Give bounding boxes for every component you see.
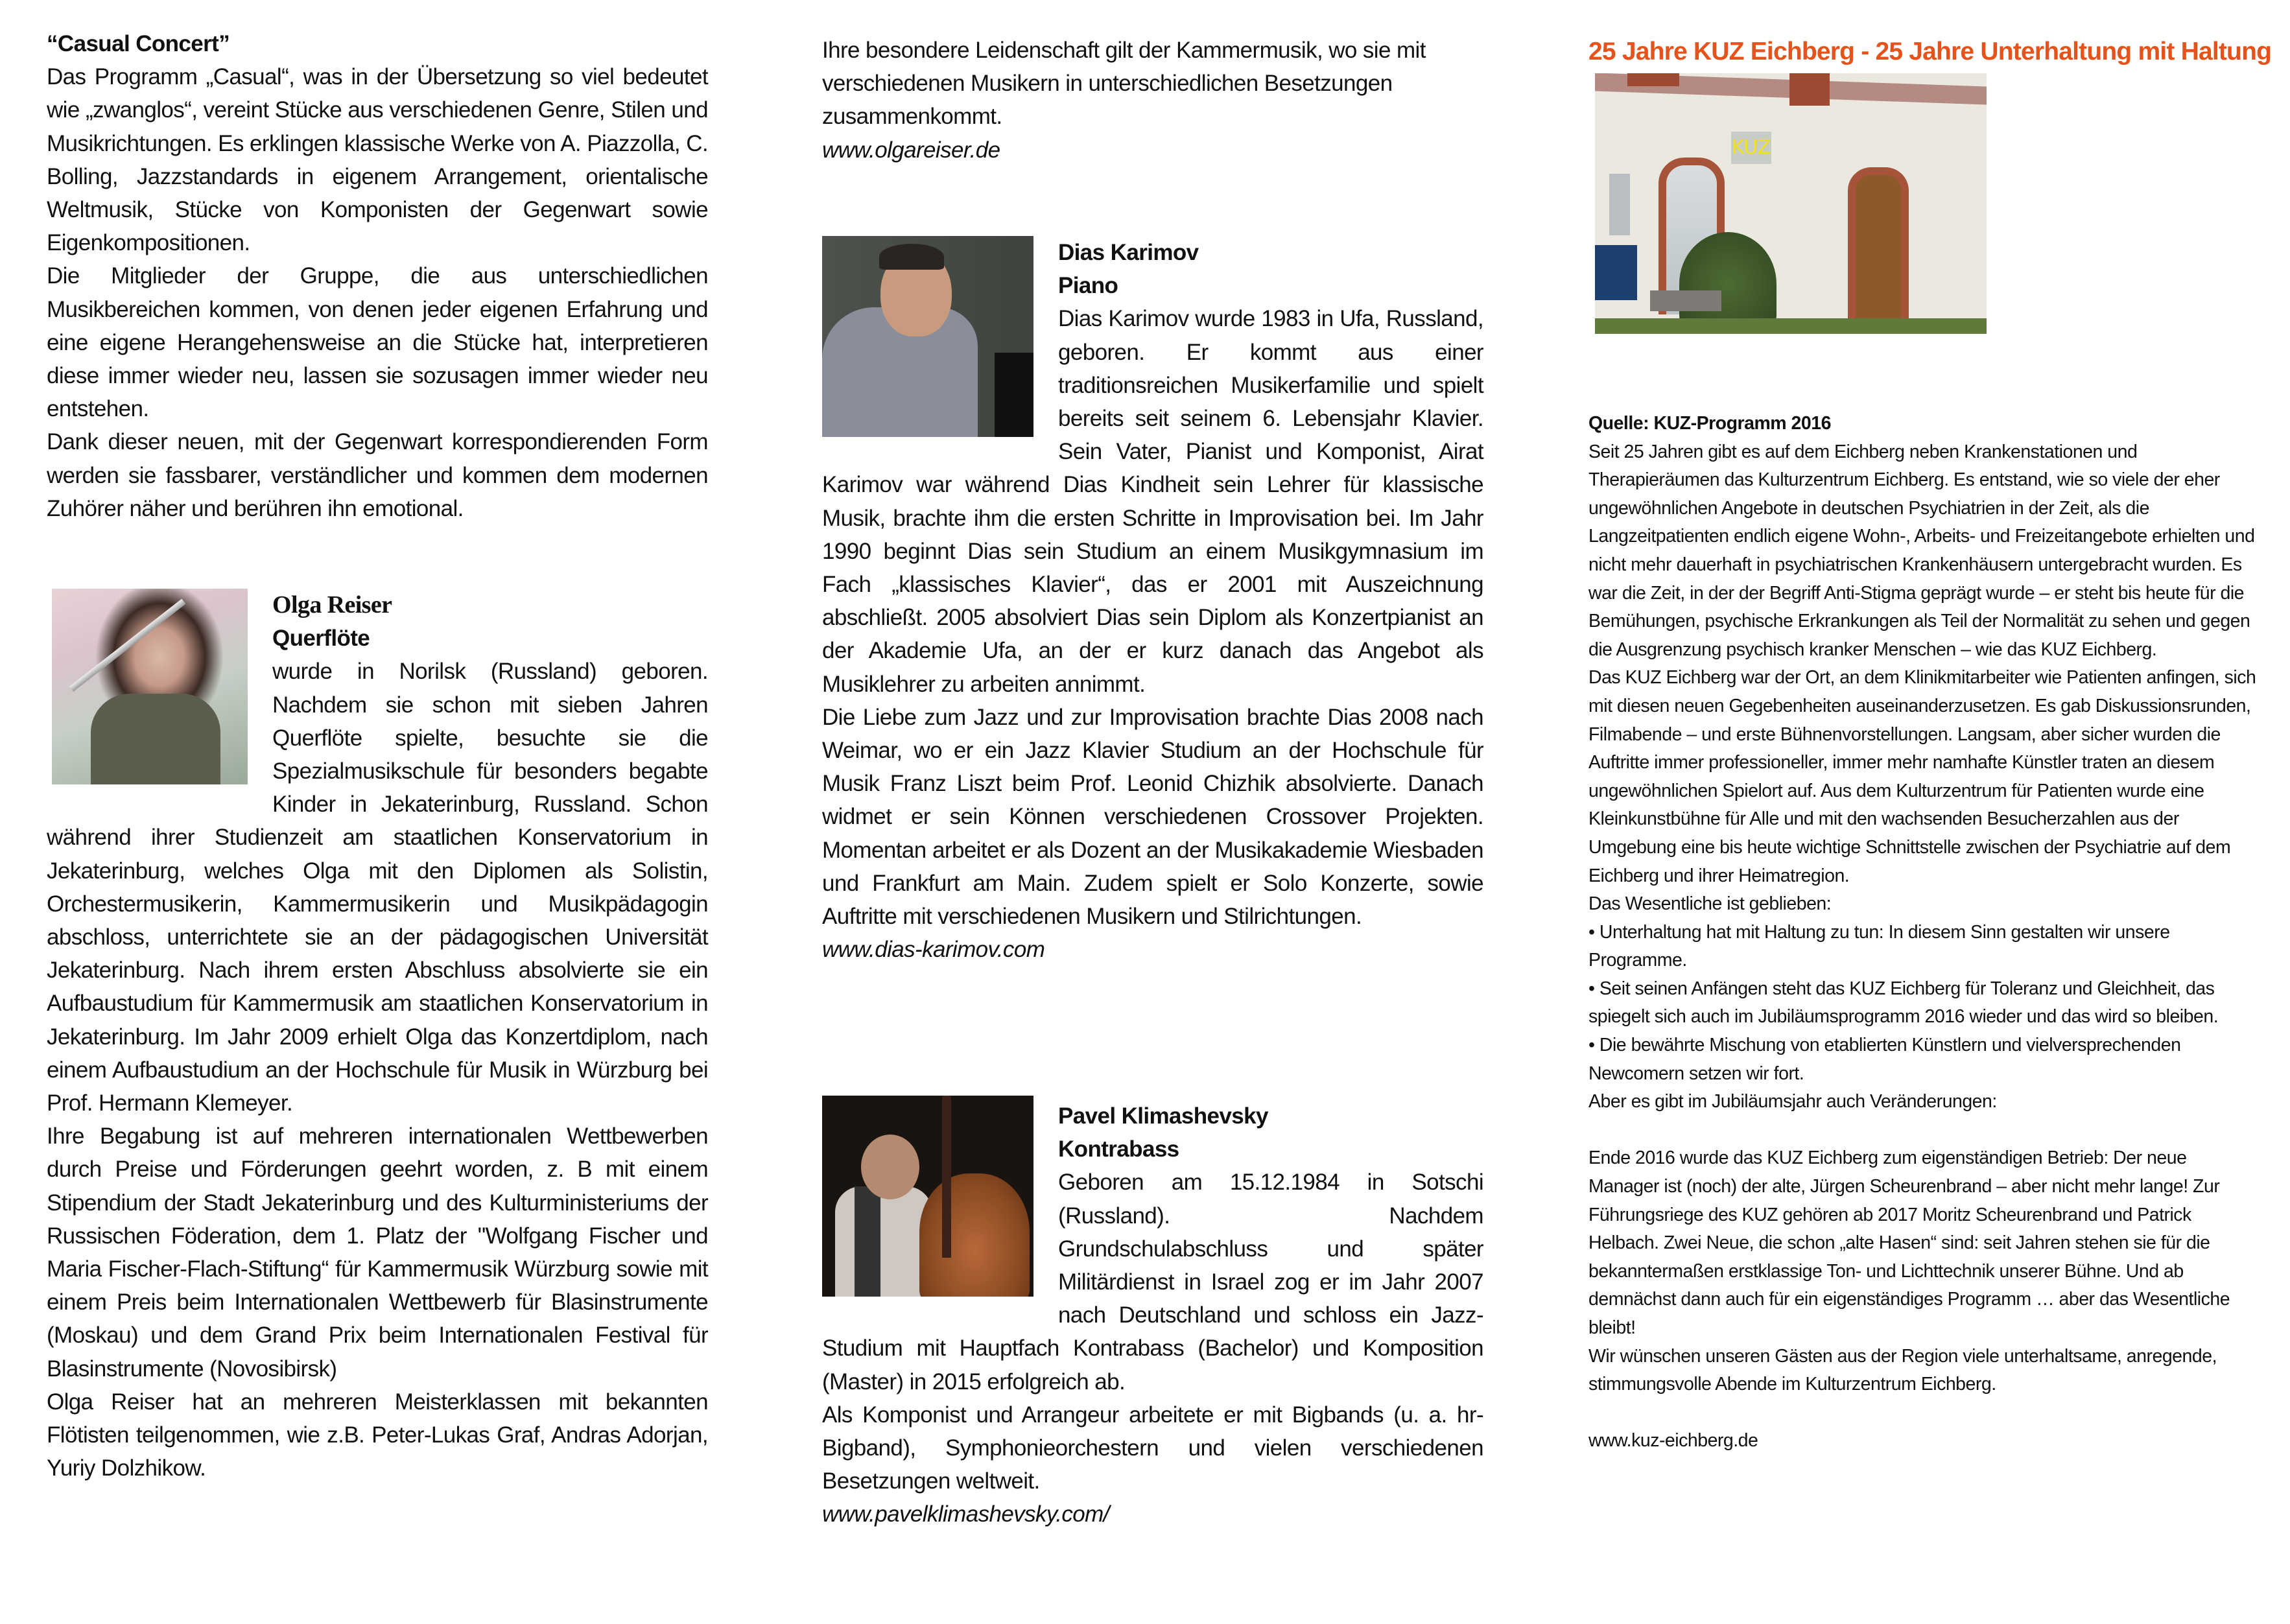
olga-reiser-photo xyxy=(52,589,248,784)
artist-name: Olga Reiser xyxy=(272,591,392,618)
website-link[interactable]: www.olgareiser.de xyxy=(822,137,1000,163)
artist-bio: Die Liebe zum Jazz und zur Improvisation brachte Dias 2008 nach Weimar, wo er ein Jazz Klavier Studium an der Hochschule für Musik Franz Liszt beim Prof. Leonid Chizhik absolvierte. Danach widmet er sein Können verschiedenen Crossover Projekten. Momentan arbeitet er als Dozent an der Musikakademie Wiesbaden und Frankfurt am Main. Zudem spielt er Solo Konzerte, sowie Auftritte mit verschiedenen Musikern und Stilrichtungen. xyxy=(822,704,1483,930)
photo-figure xyxy=(91,694,220,784)
casual-concert-section xyxy=(47,27,708,525)
dias-karimov-section xyxy=(822,236,1483,966)
source-label: Quelle: KUZ-Programm 2016 xyxy=(1588,413,1831,434)
photo-brick xyxy=(1627,73,1679,86)
photo-hair xyxy=(879,244,944,270)
piano-shape xyxy=(995,353,1033,437)
bullet-item: • Seit seinen Anfängen steht das KUZ Eichberg für Toleranz und Gleichheit, das spiegelt sich auch im Jubiläumsprogramm 2016 wieder und das wird so bleiben. xyxy=(1588,978,2219,1028)
kuz-paragraph: Ende 2016 wurde das KUZ Eichberg zum eigenständigen Betrieb: Der neue Manager ist (noch) der alte, Jürgen Scheurenbrand – aber nicht mehr lange! Zur Führungsriege des KUZ gehören ab 2017 Moritz Scheurenbrand und Patrick Helbach. Zwei Neue, die schon „alte Hasen“ sind: seit Jahren stehen sie für die bekanntermaßen erstklassige Ton- und Lichttechnik unserer Bühne. Und ab demnächst dann auch für ein eigenständiges Programm … aber das Wesentliche bleibt! xyxy=(1588,1147,2230,1338)
artist-bio: Ihre besondere Leidenschaft gilt der Kammermusik, wo sie mit verschiedenen Musikern in unterschiedlichen Besetzungen zusammenkommt. xyxy=(822,38,1426,130)
kuz-building-photo xyxy=(1595,73,1987,334)
photo-house-plate xyxy=(1609,174,1630,235)
photo-door xyxy=(1848,167,1909,334)
photo-bench xyxy=(1650,290,1721,311)
photo-poster-board xyxy=(1595,245,1637,300)
artist-name: Pavel Klimashevsky xyxy=(1058,1103,1268,1129)
photo-figure xyxy=(835,1186,932,1297)
kuz-sign: KUZ xyxy=(1731,132,1771,164)
artist-bio: Olga Reiser hat an mehreren Meisterklassen mit bekannten Flötisten teilgenommen, wie z.B. Peter-Lukas Graf, Andras Adorjan, Yuriy Dolzhikow. xyxy=(47,1389,708,1481)
kuz-text-section xyxy=(1588,410,2256,1455)
website-link[interactable]: www.dias-karimov.com xyxy=(822,937,1045,963)
flute-shape xyxy=(69,599,186,692)
artist-bio: Geboren am 15.12.1984 in Sotschi (Russland). Nachdem Grundschulabschluss und später Militärdienst in Israel zog er im Jahr 2007 nach Deutschland und schloss ein Jazz-Studium mit Hauptfach Kontrabass (Bachelor) und Komposition (Master) in 2015 erfolgreich ab. xyxy=(822,1170,1483,1395)
artist-bio: wurde in Norilsk (Russland) geboren. Nachdem sie schon mit sieben Jahren Querflöte spielte, besuchte sie die Spezialmusikschule für besonders begabte Kinder in Jekaterinburg, Russland. Schon während ihrer Studienzeit am staatlichen Konservatorium in Jekaterinburg, welches Olga mit den Diplomen als Solistin, Orchestermusikerin, Kammermusikerin und Musikpädagogin abschloss, unterrichtete sie an der pädagogischen Universität Jekaterinburg. Nach ihrem ersten Abschluss absolvierte sie ein Aufbaustudium für Kammermusik am staatlichen Konservatorium in Jekaterinburg. Im Jahr 2009 erhielt Olga das Konzertdiplom, nach einem Aufbaustudium an der Hochschule für Musik in Würzburg bei Prof. Hermann Klemeyer. xyxy=(47,659,708,1116)
casual-paragraph: Die Mitglieder der Gruppe, die aus unterschiedlichen Musikbereichen kommen, von denen jeder eigenen Erfahrung und eine eigene Herangehensweise an die Stücke hat, interpretieren diese immer wieder neu, lassen sie sozusagen immer wieder neu entstehen. xyxy=(47,263,708,422)
artist-instrument: Piano xyxy=(1058,273,1118,299)
artist-instrument: Querflöte xyxy=(272,626,370,652)
artist-name: Dias Karimov xyxy=(1058,240,1199,265)
artist-bio: Als Komponist und Arrangeur arbeitete er mit Bigbands (u. a. hr-Bigband), Symphonieorchestern und vielen verschiedenen Besetzungen weltweit. xyxy=(822,1402,1483,1494)
artist-instrument: Kontrabass xyxy=(1058,1136,1179,1162)
pavel-klimashevsky-section xyxy=(822,1096,1483,1531)
photo-grass xyxy=(1595,318,1987,334)
olga-continued-section xyxy=(822,34,1483,167)
double-bass-shape xyxy=(919,1173,1030,1297)
photo-head xyxy=(861,1135,919,1199)
casual-paragraph: Dank dieser neuen, mit der Gegenwart korrespondierenden Form werden sie fassbarer, verständlicher und kommen dem modernen Zuhörer näher und berühren ihn emotional. xyxy=(47,429,708,521)
casual-concert-title: “Casual Concert” xyxy=(47,31,230,56)
artist-bio: Dias Karimov wurde 1983 in Ufa, Russland, geboren. Er kommt aus einer traditionsreichen Musikerfamilie und spielt bereits seit seinem 6. Lebensjahr Klavier. Sein Vater, Pianist und Komponist, Airat Karimov war während Dias Kindheit sein Lehrer für klassische Musik, brachte ihm die ersten Schritte in Improvisation bei. Im Jahr 1990 beginnt Dias sein Studium an einem Musikgymnasium im Fach „klassisches Klavier“, das er 2001 mit Auszeichnung abschließt. 2005 absolviert Dias sein Diplom als Konzertpianist an der Akademie Ufa, an der er kurz danach das Angebot als Musiklehrer zu arbeiten annimmt. xyxy=(822,306,1483,697)
olga-reiser-section xyxy=(47,583,708,1485)
kuz-paragraph: Wir wünschen unseren Gästen aus der Region viele unterhaltsame, anregende, stimmungsvolle Abende im Kulturzentrum Eichberg. xyxy=(1588,1345,2217,1395)
kuz-paragraph: Das KUZ Eichberg war der Ort, an dem Klinikmitarbeiter wie Patienten anfingen, sich mit diesen neuen Gegebenheiten auseinanderzusetzen. Es gab Diskussionsrunden, Filmabende – und erste Bühnenvorstellungen. Langsam, aber sicher wurden die Auftritte immer professioneller, immer mehr namhafte Künstler traten an diesem ungewöhnlichen Spielort auf. Aus dem Kulturzentrum für Patienten wurde eine Kleinkunstbühne für Alle und mit den wachsenden Besucherzahlen aus der Umgebung eine bis heute wichtige Schnittstelle zwischen der Psychiatrie auf dem Eichberg und ihrer Heimatregion. xyxy=(1588,667,2256,886)
bullet-item: • Die bewährte Mischung von etablierten Künstlern und vielversprechenden Newcomern setzen wir fort. xyxy=(1588,1035,2181,1084)
dias-karimov-photo xyxy=(822,236,1033,437)
website-link[interactable]: www.pavelklimashevsky.com/ xyxy=(822,1501,1109,1527)
kuz-anniversary-heading: 25 Jahre KUZ Eichberg - 25 Jahre Unterhaltung mit Haltung xyxy=(1588,38,2272,65)
kuz-paragraph: Seit 25 Jahren gibt es auf dem Eichberg neben Krankenstationen und Therapieräumen das Kulturzentrum Eichberg. Es entstand, wie so viele der eher ungewöhnlichen Angebote in deutschen Psychiatrien in der Zeit, als die Langzeitpatienten endlich eigene Wohn-, Arbeits- und Freizeitangebote erhielten und nicht mehr dauerhaft in psychiatrischen Krankenhäusern untergebracht wurden. Es war die Zeit, in der der Begriff Anti-Stigma geprägt wurde – er steht bis heute für die Bemühungen, psychische Erkrankungen als Teil der Normalität zu sehen und gegen die Ausgrenzung psychisch kranker Menschen – wie das KUZ Eichberg. xyxy=(1588,441,2255,660)
double-bass-neck xyxy=(942,1096,951,1258)
casual-paragraph: Das Programm „Casual“, was in der Übersetzung so viel bedeutet wie „zwanglos“, vereint Stücke aus verschiedenen Genre, Stilen und Musikrichtungen. Es erklingen klassische Werke von A. Piazzolla, C. Bolling, Jazzstandards in eigenem Arrangement, orientalische Weltmusik, Stücke von Komponisten der Gegenwart sowie Eigenkompositionen. xyxy=(47,64,708,256)
photo-vest xyxy=(855,1186,880,1297)
pavel-klimashevsky-photo xyxy=(822,1096,1033,1297)
artist-bio: Ihre Begabung ist auf mehreren internationalen Wettbewerben durch Preise und Förderungen geehrt worden, z. B mit einem Stipendium der Stadt Jekaterinburg und des Kulturministeriums der Russischen Föderation, dem 1. Platz der "Wolfgang Fischer und Maria Fischer-Flach-Stiftung“ für Kammermusik Würzburg sowie mit einem Preis beim Internationalen Wettbewerb für Blasinstrumente (Moskau) und dem Grand Prix beim Internationalen Festival für Blasinstrumente (Novosibirsk) xyxy=(47,1124,708,1382)
photo-brick xyxy=(1789,73,1830,106)
kuz-paragraph: Das Wesentliche ist geblieben: xyxy=(1588,893,1832,915)
changes-intro: Aber es gibt im Jubiläumsjahr auch Veränderungen: xyxy=(1588,1091,1997,1112)
kuz-heading-wrap xyxy=(1588,38,2272,66)
bullet-item: • Unterhaltung hat mit Haltung zu tun: In diesem Sinn gestalten wir unsere Programme. xyxy=(1588,921,2170,971)
website-link[interactable]: www.kuz-eichberg.de xyxy=(1588,1430,1758,1452)
